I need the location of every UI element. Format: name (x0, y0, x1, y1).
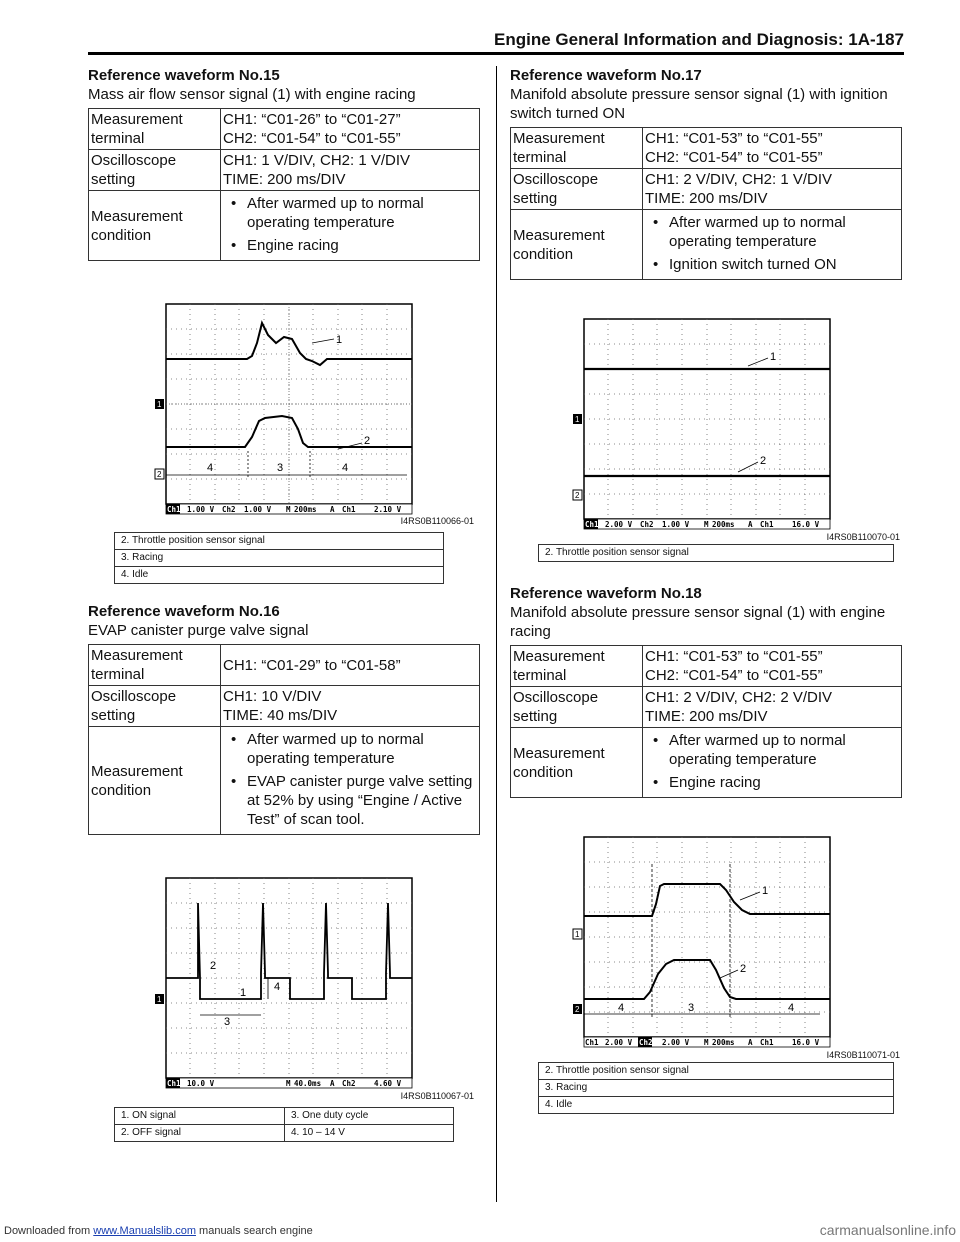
svg-text:1: 1 (157, 995, 162, 1004)
svg-text:2: 2 (157, 470, 162, 479)
svg-text:2: 2 (575, 491, 580, 500)
condition-value (643, 210, 902, 280)
setting-label: Oscilloscope setting (511, 687, 643, 728)
marker-label: 4 (342, 462, 349, 474)
waveform-17-spec-table (510, 127, 902, 280)
oscilloscope-screen-18 (570, 834, 832, 1049)
condition-item: • After warmed up to normal operating temperature (645, 731, 899, 769)
waveform-16-spec-table (88, 644, 480, 835)
status-text: Ch1 (760, 1038, 774, 1047)
status-text: 16.0 V (792, 1038, 820, 1047)
condition-item: • Engine racing (223, 236, 477, 255)
status-text: 200ms (712, 1038, 735, 1047)
setting-label: Oscilloscope setting (89, 686, 221, 727)
footer-prefix: Downloaded from (4, 1225, 94, 1237)
status-text: M (286, 1079, 291, 1088)
waveform-15-spec-table (88, 108, 480, 261)
marker-label: 1 (336, 334, 343, 346)
left-column (88, 66, 480, 1142)
status-text: M (704, 520, 709, 529)
waveform-18-legend (538, 1062, 894, 1114)
table-row (89, 686, 480, 727)
condition-value (221, 191, 480, 261)
terminal-value (221, 645, 480, 686)
condition-label: Measurement condition (511, 210, 643, 280)
marker-label: 4 (207, 462, 214, 474)
terminal-line: CH1: “C01-29” to “C01-58” (223, 656, 401, 674)
terminal-line: CH1: “C01-53” to “C01-55” (645, 648, 823, 665)
status-text: Ch2 (222, 505, 236, 514)
watermark: carmanualsonline.info (819, 1222, 956, 1238)
svg-text:1: 1 (157, 400, 162, 409)
legend-item: 2. Throttle position sensor signal (539, 1063, 894, 1080)
scope-status-bar (584, 1037, 830, 1047)
legend-item: 2. OFF signal (115, 1125, 285, 1142)
figure-id: I4RS0B110067-01 (400, 1091, 474, 1101)
terminal-line: CH2: “C01-54” to “C01-55” (645, 667, 823, 684)
status-text: 2.00 V (605, 520, 633, 529)
legend-item: 4. Idle (539, 1097, 894, 1114)
oscilloscope-screen-16 (152, 875, 414, 1090)
legend-row (539, 1097, 894, 1114)
scope-status-bar (584, 519, 830, 529)
status-text: 1.00 V (187, 505, 215, 514)
status-text: A (330, 1079, 335, 1088)
status-text: 200ms (712, 520, 735, 529)
terminal-value (643, 128, 902, 169)
legend-row (539, 545, 894, 562)
status-text: M (704, 1038, 709, 1047)
marker-label: 3 (688, 1002, 695, 1014)
table-row (89, 645, 480, 686)
setting-label: Oscilloscope setting (89, 150, 221, 191)
condition-label: Measurement condition (511, 728, 643, 798)
condition-item: • Engine racing (645, 773, 899, 792)
legend-row (115, 1108, 454, 1125)
setting-value (221, 150, 480, 191)
status-text: Ch1 (585, 520, 599, 529)
terminal-line: CH2: “C01-54” to “C01-55” (645, 149, 823, 166)
terminal-label: Measurement terminal (511, 646, 643, 687)
legend-item: 3. One duty cycle (285, 1108, 454, 1125)
terminal-label: Measurement terminal (89, 645, 221, 686)
status-text: 4.60 V (374, 1079, 402, 1088)
status-text: Ch1 (167, 1079, 181, 1088)
status-text: 1.00 V (662, 520, 690, 529)
setting-line: CH1: 10 V/DIV (223, 688, 322, 705)
scope-status-bar (166, 1078, 412, 1088)
table-row (511, 169, 902, 210)
terminal-line: CH2: “C01-54” to “C01-55” (223, 130, 401, 147)
waveform-15-legend (114, 532, 444, 584)
waveform-16-section (88, 602, 480, 1142)
figure-id: I4RS0B110070-01 (826, 532, 900, 542)
condition-item: • After warmed up to normal operating temperature (223, 194, 477, 232)
right-column (510, 66, 902, 1114)
setting-line: TIME: 200 ms/DIV (645, 708, 768, 725)
table-row (511, 728, 902, 798)
status-text: Ch1 (585, 1038, 599, 1047)
waveform-15-figure (158, 301, 476, 526)
setting-line: TIME: 200 ms/DIV (223, 171, 346, 188)
figure-id: I4RS0B110066-01 (400, 516, 474, 526)
waveform-15-section (88, 66, 480, 584)
oscilloscope-screen-17 (570, 316, 832, 531)
status-text: 2.00 V (605, 1038, 633, 1047)
table-row (89, 150, 480, 191)
terminal-line: CH1: “C01-53” to “C01-55” (645, 130, 823, 147)
setting-line: TIME: 40 ms/DIV (223, 707, 338, 724)
table-row (89, 727, 480, 835)
marker-label: 3 (277, 462, 284, 474)
status-text: Ch1 (167, 505, 181, 514)
marker-label: 2 (210, 960, 217, 972)
waveform-18-figure (575, 834, 900, 1060)
waveform-17-legend (538, 544, 894, 562)
legend-item: 2. Throttle position sensor signal (539, 545, 894, 562)
table-row (511, 128, 902, 169)
legend-row (539, 1080, 894, 1097)
svg-text:1: 1 (575, 415, 580, 424)
condition-item: • Ignition switch turned ON (645, 255, 899, 274)
legend-item: 4. 10 – 14 V (285, 1125, 454, 1142)
waveform-17-figure (575, 316, 900, 542)
waveform-17-description: Manifold absolute pressure sensor signal (1) with ignition switch turned ON (510, 86, 888, 122)
legend-item: 3. Racing (539, 1080, 894, 1097)
table-row (511, 687, 902, 728)
status-text: 2.00 V (662, 1038, 690, 1047)
table-row (511, 210, 902, 280)
marker-label: 1 (770, 351, 777, 363)
terminal-value (221, 109, 480, 150)
table-row (511, 646, 902, 687)
header-rule (88, 52, 904, 55)
marker-label: 1 (762, 885, 769, 897)
page-header (88, 30, 904, 54)
status-text: Ch2 (342, 1079, 356, 1088)
figure-id: I4RS0B110071-01 (826, 1050, 900, 1060)
setting-label: Oscilloscope setting (511, 169, 643, 210)
scope-status-bar (166, 504, 412, 514)
setting-line: TIME: 200 ms/DIV (645, 190, 768, 207)
status-text: Ch2 (639, 1038, 653, 1047)
legend-item: 1. ON signal (115, 1108, 285, 1125)
terminal-line: CH1: “C01-26” to “C01-27” (223, 111, 401, 128)
condition-item: • After warmed up to normal operating temperature (223, 730, 477, 768)
waveform-18-spec-table (510, 645, 902, 798)
waveform-18-title: Reference waveform No.18 (510, 585, 702, 602)
status-text: 1.00 V (244, 505, 272, 514)
waveform-15-description: Mass air flow sensor signal (1) with engine racing (88, 86, 416, 103)
marker-label: 2 (740, 963, 747, 975)
setting-value (221, 686, 480, 727)
marker-label: 1 (240, 987, 247, 999)
column-divider (496, 66, 497, 1202)
legend-item: 3. Racing (115, 550, 444, 567)
legend-row (115, 567, 444, 584)
waveform-16-description: EVAP canister purge valve signal (88, 622, 309, 639)
legend-item: 2. Throttle position sensor signal (115, 533, 444, 550)
terminal-label: Measurement terminal (89, 109, 221, 150)
status-text: A (748, 520, 753, 529)
page-title: Engine General Information and Diagnosis: 1A-187 (494, 30, 904, 49)
legend-row (115, 533, 444, 550)
status-text: 10.0 V (187, 1079, 215, 1088)
table-row (89, 191, 480, 261)
marker-label: 4 (618, 1002, 625, 1014)
status-text: M (286, 505, 291, 514)
legend-row (115, 550, 444, 567)
manualslib-link[interactable]: www.Manualslib.com (93, 1225, 196, 1237)
waveform-18-section (510, 584, 902, 1114)
marker-label: 4 (788, 1002, 795, 1014)
condition-item: • After warmed up to normal operating temperature (645, 213, 899, 251)
status-text: 2.10 V (374, 505, 402, 514)
footer-suffix: manuals search engine (195, 1225, 313, 1237)
waveform-18-description: Manifold absolute pressure sensor signal (1) with engine racing (510, 604, 886, 640)
oscilloscope-screen-15 (152, 301, 414, 516)
setting-line: CH1: 2 V/DIV, CH2: 1 V/DIV (645, 171, 833, 188)
setting-value (643, 169, 902, 210)
setting-value (643, 687, 902, 728)
waveform-17-title: Reference waveform No.17 (510, 67, 702, 84)
status-text: Ch1 (760, 520, 774, 529)
setting-line: CH1: 1 V/DIV, CH2: 1 V/DIV (223, 152, 411, 169)
waveform-16-title: Reference waveform No.16 (88, 603, 280, 620)
condition-value (221, 727, 480, 835)
legend-row (115, 1125, 454, 1142)
marker-label: 3 (224, 1016, 231, 1028)
download-footer (4, 1225, 313, 1237)
condition-value (643, 728, 902, 798)
status-text: Ch1 (342, 505, 356, 514)
condition-label: Measurement condition (89, 191, 221, 261)
waveform-15-title: Reference waveform No.15 (88, 67, 280, 84)
marker-label: 4 (274, 981, 281, 993)
status-text: A (330, 505, 335, 514)
setting-line: CH1: 2 V/DIV, CH2: 2 V/DIV (645, 689, 833, 706)
status-text: 16.0 V (792, 520, 820, 529)
marker-label: 2 (364, 435, 371, 447)
legend-row (539, 1063, 894, 1080)
table-row (89, 109, 480, 150)
condition-item: • EVAP canister purge valve setting at 52% by using “Engine / Active Test” of scan tool. (223, 772, 477, 829)
status-text: A (748, 1038, 753, 1047)
waveform-16-figure (158, 875, 476, 1101)
condition-label: Measurement condition (89, 727, 221, 835)
terminal-value (643, 646, 902, 687)
svg-text:2: 2 (575, 1005, 580, 1014)
terminal-label: Measurement terminal (511, 128, 643, 169)
status-text: Ch2 (640, 520, 654, 529)
status-text: 200ms (294, 505, 317, 514)
marker-label: 2 (760, 455, 767, 467)
svg-text:1: 1 (575, 930, 580, 939)
status-text: 40.0ms (294, 1079, 322, 1088)
legend-item: 4. Idle (115, 567, 444, 584)
waveform-17-section (510, 66, 902, 562)
waveform-16-legend (114, 1107, 454, 1142)
